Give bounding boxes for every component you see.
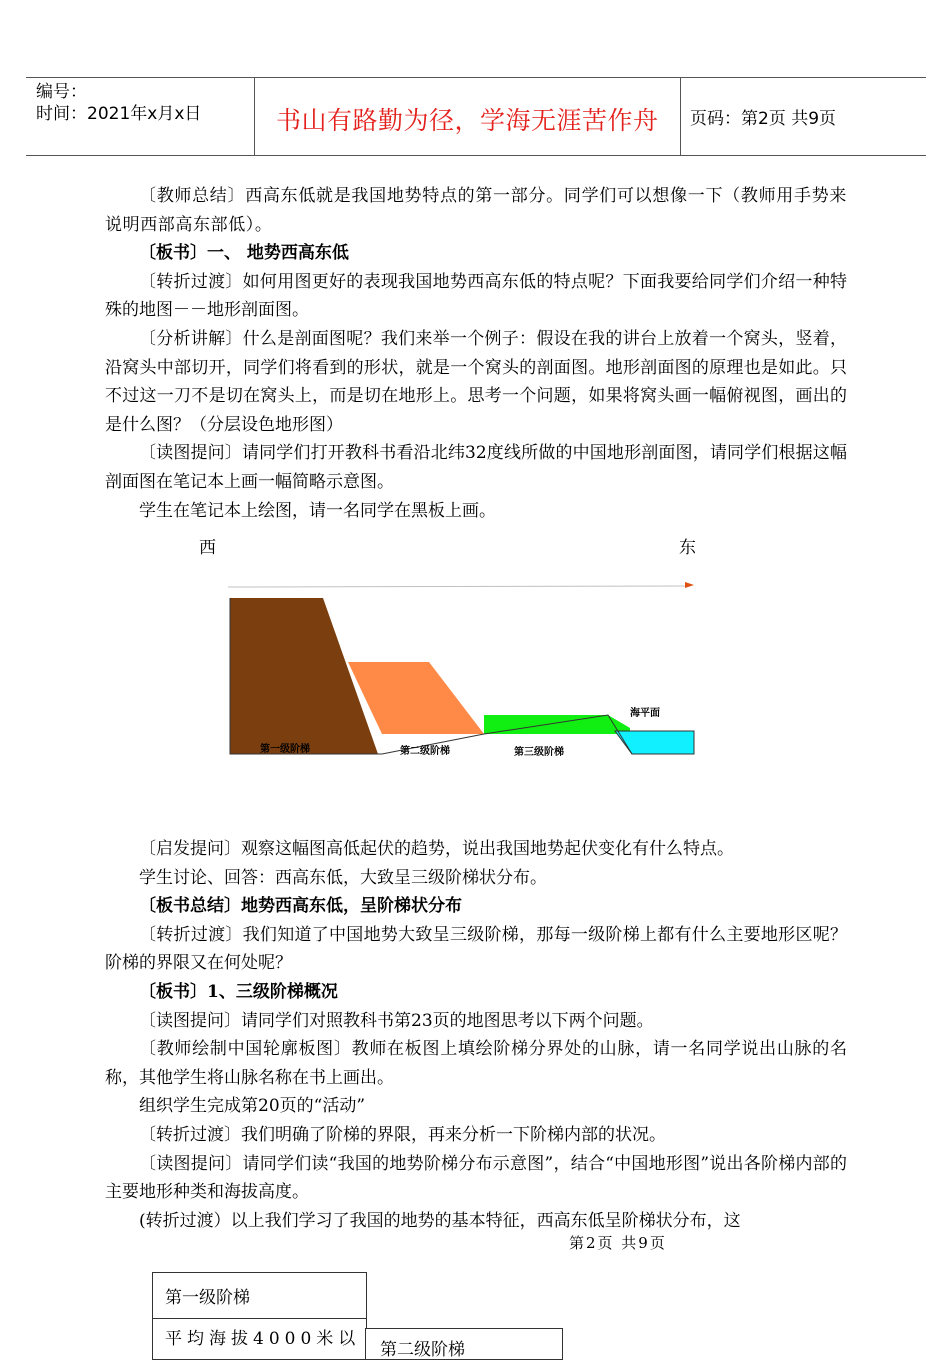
paragraph: 学生在笔记本上绘图，请一名同学在黑板上画。 xyxy=(139,500,496,521)
step-two-block xyxy=(348,662,484,734)
table-cell-text: 第一级阶梯 xyxy=(165,1288,250,1308)
table-cell xyxy=(152,1318,367,1360)
paragraph: 〔启发提问〕观察这幅图高低起伏的趋势，说出我国地势起伏变化有什么特点。 xyxy=(139,839,734,859)
paragraph: 〔分析讲解〕什么是剖面图呢？我们来举一个例子：假设在我的讲台上放着一个窝头，竖着，沿窝头中部切开，同学们将看到的形状，就是一个窝头的剖面图。地形剖面图的原理也是如此。只不过这一刀不是切在窝头上，而是切在地形上。思考一个问题，如果将窝头画一幅俯视图，画出的是什么图？（分层设色地形图） xyxy=(105,328,847,435)
terrain-profile-diagram xyxy=(220,578,710,778)
paragraph-heading: 〔板书〕1、三级阶梯概况 xyxy=(139,981,338,1002)
step-two-label: 第二级阶梯 xyxy=(400,746,450,757)
header-bottom-rule xyxy=(26,155,926,156)
document-number: 编号： xyxy=(36,82,87,102)
table-cell xyxy=(365,1328,563,1360)
body-section-top xyxy=(105,182,847,525)
paragraph: 〔教师绘制中国轮廓板图〕教师在板图上填绘阶梯分界处的山脉，请一名同学说出山脉的名称，其他学生将山脉名称在书上画出。 xyxy=(105,1039,847,1088)
west-label: 西 xyxy=(199,538,216,558)
paragraph: 〔读图提问〕请同学们对照教科书第23页的地图思考以下两个问题。 xyxy=(139,1010,654,1031)
paragraph: 〔转折过渡〕我们明确了阶梯的界限，再来分析一下阶梯内部的状况。 xyxy=(139,1124,666,1145)
page-footer: 第2页 共9页 xyxy=(569,1234,667,1252)
paragraph-heading: 〔板书〕一、 地势西高东低 xyxy=(139,243,349,264)
paragraph: 〔读图提问〕请同学们读“我国的地势阶梯分布示意图”，结合“中国地形图”说出各阶梯内部的主要地形种类和海拔高度。 xyxy=(105,1153,847,1203)
page-info: 页码：第2页 共9页 xyxy=(690,109,837,129)
east-label: 东 xyxy=(679,538,696,558)
sea-block xyxy=(615,731,694,754)
paragraph: 〔转折过渡〕如何用图更好的表现我国地势西高东低的特点呢？下面我要给同学们介绍一种特殊的地图－－地形剖面图。 xyxy=(105,271,847,321)
table-cell-text: 平均海拔4000米以 xyxy=(165,1329,361,1349)
paragraph: 学生讨论、回答：西高东低，大致呈三级阶梯状分布。 xyxy=(139,867,547,888)
table-cell-text: 第二级阶梯 xyxy=(380,1340,465,1360)
body-section-bottom xyxy=(105,835,847,1235)
paragraph: 〔教师总结〕西高东低就是我国地势特点的第一部分。同学们可以想像一下（教师用手势来说明西部高东部低）。 xyxy=(105,186,847,235)
paragraph: 〔转折过渡〕我们知道了中国地势大致呈三级阶梯，那每一级阶梯上都有什么主要地形区呢？阶梯的界限又在何处呢？ xyxy=(105,924,847,974)
paragraph: 组织学生完成第20页的“活动” xyxy=(139,1096,366,1117)
document-time: 时间：2021年x月x日 xyxy=(36,104,202,124)
profile-arrow xyxy=(685,582,694,588)
header-motto: 书山有路勤为径，学海无涯苦作舟 xyxy=(276,106,659,135)
paragraph: (转折过渡）以上我们学习了我国的地势的基本特征，西高东低呈阶梯状分布，这 xyxy=(139,1210,741,1231)
header-divider xyxy=(680,77,681,156)
table-cell xyxy=(152,1272,367,1320)
profile-top-line xyxy=(228,586,690,587)
paragraph: 〔读图提问〕请同学们打开教科书看沿北纬32度线所做的中国地形剖面图，请同学们根据这幅剖面图在笔记本上画一幅简略示意图。 xyxy=(105,443,847,492)
header-top-rule xyxy=(26,77,926,78)
step-three-label: 第三级阶梯 xyxy=(514,747,564,758)
paragraph-heading: 〔板书总结〕地势西高东低，呈阶梯状分布 xyxy=(139,896,462,917)
sea-level-label: 海平面 xyxy=(630,708,660,719)
header-divider xyxy=(254,77,255,156)
step-one-label: 第一级阶梯 xyxy=(260,744,310,755)
